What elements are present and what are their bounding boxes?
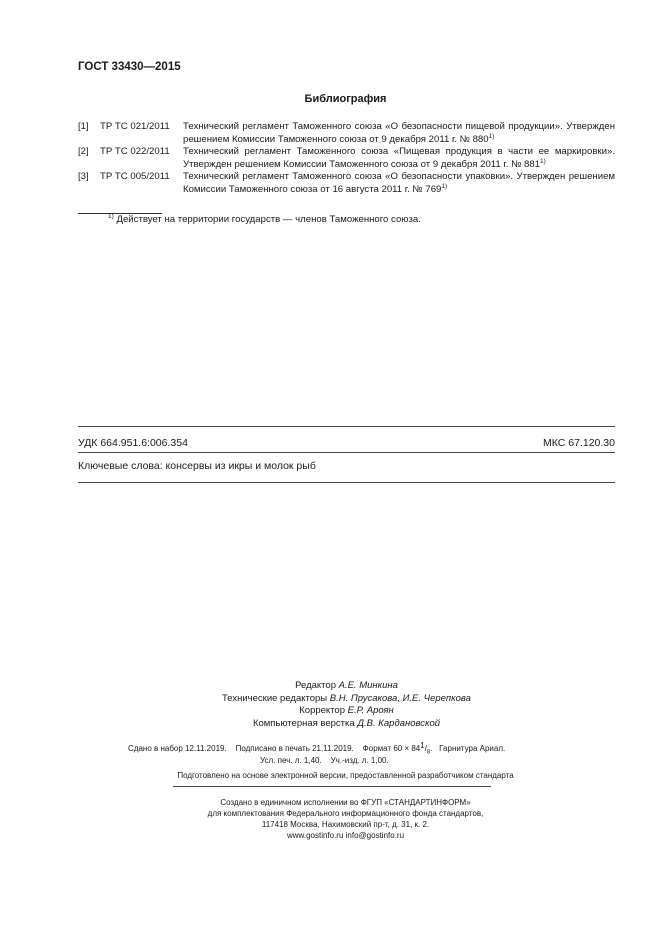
publisher-address: 117418 Москва, Нахимовский пр-т, д. 31, к. 2. [261, 820, 430, 829]
publisher-block [0, 797, 661, 841]
divider [78, 482, 615, 483]
entry-code: ТР ТС 005/2011 [100, 171, 170, 183]
credit-layout: Компьютерная верстка Д.В. Кардановской [252, 717, 441, 729]
entry-code: ТР ТС 021/2011 [100, 121, 170, 132]
udk-code: УДК 664.951.6:006.354 [78, 437, 188, 449]
footnote-ref: 1) [441, 182, 448, 190]
keywords: Ключевые слова: консервы из икры и молок рыб [78, 460, 316, 472]
divider [173, 786, 491, 787]
footnote: $^{1)}$ Действует на территории государств — членов Таможенного союза. [108, 213, 421, 225]
bibliography-list [78, 121, 615, 197]
footnote-ref: 1) [540, 157, 546, 165]
bibliography-entry [78, 121, 615, 146]
entry-text: Технический регламент Таможенного союза «О безопасности пищевой продукции». Утвержден решением Комиссии Таможенного союза от 9 декабря 2011 г. № 880$^{1)}$ [183, 121, 615, 145]
divider [78, 452, 615, 453]
bibliography-title: Библиография [304, 93, 387, 105]
credit-tech-editors: Технические редакторы В.Н. Прусакова, И.Е. Черепкова [222, 692, 471, 704]
publisher-line: Создано в единичном исполнении во ФГУП «СТАНДАРТИНФОРМ» [220, 798, 471, 807]
entry-text: Технический регламент Таможенного союза «О безопасности упаковки». Утвержден решением Комиссии Таможенного союза от 16 августа 2011 г. № 769$^{1)}$ [183, 171, 615, 195]
credit-corrector: Корректор Е.Р. Ароян [299, 705, 394, 716]
publication-sheets: Усл. печ. л. 1,40. Уч.-изд. л. 1,00. [260, 756, 389, 765]
publisher-line: для комплектования Федерального информационного фонда стандартов, [207, 809, 484, 818]
prepared-note: Подготовлено на основе электронной версии, предоставленной разработчиком стандарта [177, 771, 514, 780]
credits-block [0, 680, 661, 730]
website-link[interactable]: www.gostinfo.ru [286, 831, 344, 840]
divider [78, 426, 615, 427]
publisher-contacts [30, 830, 661, 841]
footnote-ref: 1) [488, 132, 495, 140]
entry-code: ТР ТС 022/2011 [100, 146, 170, 158]
credit-editor: Редактор А.Е. Минкина [295, 680, 398, 691]
entry-number: [2] [78, 146, 89, 158]
entry-number: [1] [78, 121, 89, 132]
entry-text: Технический регламент Таможенного союза «Пищевая продукция в части ее маркировки». Утвержден решением Комиссии Таможенного союза от 9 декабря 2011 г. № 881$^{1)}$ [183, 146, 615, 170]
bibliography-entry [78, 171, 615, 196]
mks-code: МКС 67.120.30 [543, 437, 615, 449]
email-link[interactable]: info@gostinfo.ru [345, 831, 405, 840]
footnote-mark: 1) [108, 213, 114, 220]
bibliography-entry [78, 146, 615, 171]
entry-number: [3] [78, 171, 89, 183]
document-code: ГОСТ 33430—2015 [78, 61, 181, 73]
publication-details: Сдано в набор 12.11.2019. Подписано в печать 21.11.2019. Формат $60 \times 84^1/_8$. Гарнитура Ариал. [128, 741, 506, 756]
